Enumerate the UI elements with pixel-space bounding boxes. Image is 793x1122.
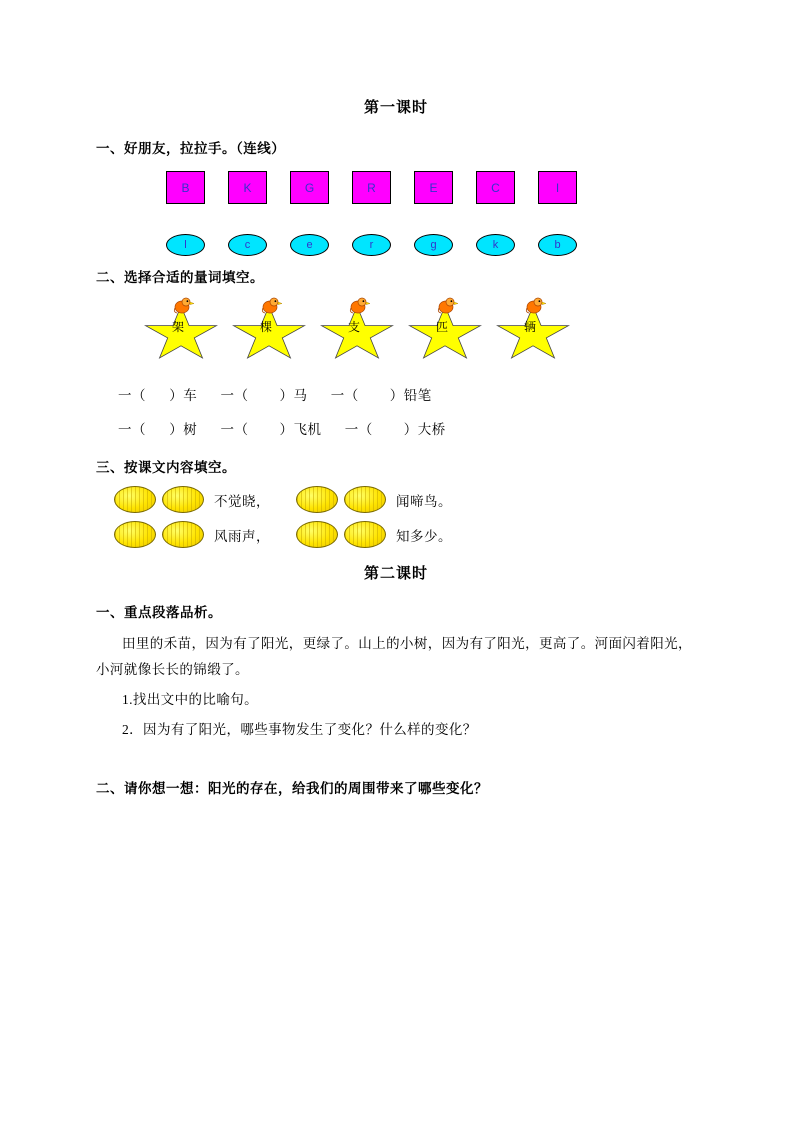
capital-letter-box[interactable]: E — [414, 171, 453, 204]
lemon-icon[interactable] — [296, 521, 338, 548]
reading-question-2: 2．因为有了阳光，哪些事物发生了变化？什么样的变化？ — [122, 722, 477, 737]
lemon-icon[interactable] — [296, 486, 338, 513]
star-item — [232, 296, 320, 362]
lowercase-letter-oval[interactable]: k — [476, 234, 515, 256]
star-character: 辆 — [524, 320, 537, 334]
capital-letter-box[interactable]: B — [166, 171, 205, 204]
lowercase-letter-oval[interactable]: g — [414, 234, 453, 256]
bird-icon — [172, 296, 194, 316]
lesson1-ex2-label: 二、选择合适的量词填空。 — [96, 270, 264, 285]
capital-letter-box[interactable]: G — [290, 171, 329, 204]
capital-letter-box[interactable]: C — [476, 171, 515, 204]
capital-letters-row — [166, 171, 696, 204]
lemon-icon[interactable] — [114, 486, 156, 513]
poem-text: 知多少。 — [396, 528, 452, 544]
fill-poem-row — [114, 521, 696, 548]
lesson2-ex1-label: 一、重点段落品析。 — [96, 605, 222, 620]
lesson1-ex3-label: 三、按课文内容填空。 — [96, 460, 236, 475]
star-item — [408, 296, 496, 362]
lemon-icon[interactable] — [344, 521, 386, 548]
lowercase-letter-oval[interactable]: b — [538, 234, 577, 256]
capital-letter-box[interactable]: K — [228, 171, 267, 204]
fill-poem-row — [114, 486, 696, 513]
lemon-icon[interactable] — [162, 521, 204, 548]
fill-blank-cell[interactable]: 一（ ）铅笔 — [330, 388, 432, 403]
poem-text: 不觉晓， — [214, 493, 270, 509]
document-body — [96, 96, 696, 797]
reading-paragraph: 田里的禾苗，因为有了阳光，更绿了。山上的小树，因为有了阳光，更高了。河面闪着阳光，小河就像长长的锦缎了。 — [96, 636, 692, 677]
star-character: 架 — [172, 320, 185, 334]
bird-icon — [260, 296, 282, 316]
lemon-icon[interactable] — [162, 486, 204, 513]
lesson1-ex1-label: 一、好朋友，拉拉手。（连线） — [96, 141, 286, 156]
lowercase-letters-row — [166, 234, 696, 256]
star-item — [144, 296, 232, 362]
lowercase-letter-oval[interactable]: r — [352, 234, 391, 256]
measure-word-stars-row — [144, 296, 696, 362]
poem-text: 闻啼鸟。 — [396, 493, 452, 509]
lemon-icon[interactable] — [344, 486, 386, 513]
lowercase-letter-oval[interactable]: l — [166, 234, 205, 256]
lowercase-letter-oval[interactable]: c — [228, 234, 267, 256]
lowercase-letter-oval[interactable]: e — [290, 234, 329, 256]
star-character: 棵 — [260, 320, 273, 334]
fill-blank-row — [118, 418, 696, 438]
bird-icon — [436, 296, 458, 316]
lesson2-ex2-label: 二、请你想一想：阳光的存在，给我们的周围带来了哪些变化？ — [96, 781, 488, 796]
fill-blank-cell[interactable]: 一（ ）树 — [118, 422, 198, 437]
fill-blank-cell[interactable]: 一（ ）大桥 — [344, 422, 446, 437]
fill-blank-cell[interactable]: 一（ ）车 — [118, 388, 198, 403]
bird-icon — [348, 296, 370, 316]
star-item — [496, 296, 584, 362]
star-character: 匹 — [436, 320, 449, 334]
capital-letter-box[interactable]: I — [538, 171, 577, 204]
reading-question-1: 1.找出文中的比喻句。 — [122, 692, 259, 707]
fill-blank-row — [118, 384, 696, 404]
poem-text: 风雨声， — [214, 528, 270, 544]
lesson2-title: 第二课时 — [363, 566, 428, 582]
fill-blank-cell[interactable]: 一（ ）飞机 — [220, 422, 322, 437]
bird-icon — [524, 296, 546, 316]
lemon-icon[interactable] — [114, 521, 156, 548]
fill-blank-cell[interactable]: 一（ ）马 — [220, 388, 308, 403]
lesson1-title: 第一课时 — [363, 100, 428, 116]
capital-letter-box[interactable]: R — [352, 171, 391, 204]
star-item — [320, 296, 408, 362]
star-character: 支 — [348, 320, 361, 334]
